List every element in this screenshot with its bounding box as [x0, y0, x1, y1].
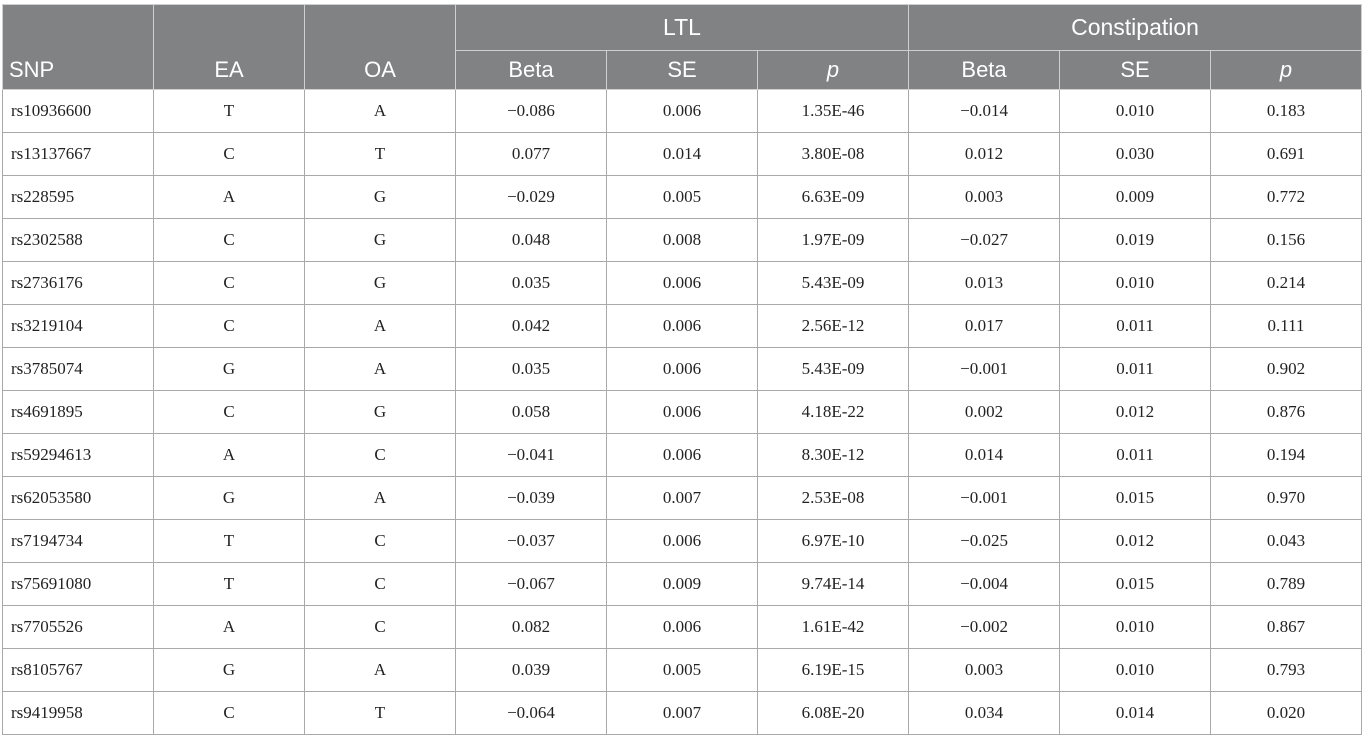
- constipation-beta-cell: −0.001: [909, 477, 1060, 520]
- oa-cell: G: [305, 391, 456, 434]
- constipation-beta-cell: −0.025: [909, 520, 1060, 563]
- ltl-se-cell: 0.006: [607, 434, 758, 477]
- column-header-snp: SNP: [3, 5, 154, 90]
- constipation-se-cell: 0.010: [1060, 262, 1211, 305]
- snp-cell: rs13137667: [3, 133, 154, 176]
- table-row: [3, 477, 1362, 520]
- ltl-beta-cell: −0.064: [456, 692, 607, 735]
- table-row: [3, 434, 1362, 477]
- table-row: [3, 133, 1362, 176]
- column-header-ltl-se: SE: [607, 51, 758, 90]
- snp-cell: rs8105767: [3, 649, 154, 692]
- column-header-oa: OA: [305, 5, 456, 90]
- constipation-p-cell: 0.789: [1211, 563, 1362, 606]
- ea-cell: G: [154, 348, 305, 391]
- oa-cell: C: [305, 563, 456, 606]
- ltl-p-cell: 5.43E-09: [758, 348, 909, 391]
- oa-cell: A: [305, 305, 456, 348]
- ea-cell: C: [154, 133, 305, 176]
- oa-cell: T: [305, 692, 456, 735]
- ltl-p-cell: 3.80E-08: [758, 133, 909, 176]
- ltl-beta-cell: −0.029: [456, 176, 607, 219]
- constipation-beta-cell: 0.002: [909, 391, 1060, 434]
- table-row: [3, 90, 1362, 133]
- constipation-se-cell: 0.012: [1060, 391, 1211, 434]
- constipation-p-cell: 0.043: [1211, 520, 1362, 563]
- oa-cell: G: [305, 219, 456, 262]
- constipation-p-cell: 0.194: [1211, 434, 1362, 477]
- constipation-p-cell: 0.902: [1211, 348, 1362, 391]
- oa-cell: A: [305, 477, 456, 520]
- ltl-p-cell: 9.74E-14: [758, 563, 909, 606]
- constipation-se-cell: 0.011: [1060, 348, 1211, 391]
- ea-cell: C: [154, 305, 305, 348]
- ltl-se-cell: 0.006: [607, 305, 758, 348]
- constipation-beta-cell: 0.003: [909, 176, 1060, 219]
- constipation-se-cell: 0.010: [1060, 90, 1211, 133]
- ltl-se-cell: 0.007: [607, 477, 758, 520]
- ea-cell: T: [154, 563, 305, 606]
- ltl-se-cell: 0.009: [607, 563, 758, 606]
- constipation-se-cell: 0.015: [1060, 477, 1211, 520]
- ea-cell: T: [154, 520, 305, 563]
- ltl-se-cell: 0.006: [607, 348, 758, 391]
- ltl-se-cell: 0.007: [607, 692, 758, 735]
- ltl-p-cell: 6.63E-09: [758, 176, 909, 219]
- snp-cell: rs3219104: [3, 305, 154, 348]
- constipation-se-cell: 0.011: [1060, 305, 1211, 348]
- oa-cell: A: [305, 649, 456, 692]
- snp-cell: rs59294613: [3, 434, 154, 477]
- table-row: [3, 520, 1362, 563]
- ea-cell: C: [154, 262, 305, 305]
- ltl-beta-cell: 0.082: [456, 606, 607, 649]
- snp-cell: rs9419958: [3, 692, 154, 735]
- table-row: [3, 348, 1362, 391]
- table-row: [3, 649, 1362, 692]
- ltl-p-cell: 1.97E-09: [758, 219, 909, 262]
- header-row-groups: [3, 5, 1362, 51]
- ltl-beta-cell: −0.041: [456, 434, 607, 477]
- snp-cell: rs75691080: [3, 563, 154, 606]
- ea-cell: G: [154, 649, 305, 692]
- ltl-p-cell: 2.56E-12: [758, 305, 909, 348]
- constipation-p-cell: 0.793: [1211, 649, 1362, 692]
- snp-cell: rs7194734: [3, 520, 154, 563]
- ltl-p-cell: 6.08E-20: [758, 692, 909, 735]
- snp-cell: rs7705526: [3, 606, 154, 649]
- ltl-se-cell: 0.006: [607, 520, 758, 563]
- snp-cell: rs4691895: [3, 391, 154, 434]
- ltl-se-cell: 0.006: [607, 606, 758, 649]
- constipation-p-cell: 0.214: [1211, 262, 1362, 305]
- table-row: [3, 692, 1362, 735]
- constipation-se-cell: 0.012: [1060, 520, 1211, 563]
- oa-cell: G: [305, 176, 456, 219]
- constipation-beta-cell: 0.013: [909, 262, 1060, 305]
- constipation-p-cell: 0.876: [1211, 391, 1362, 434]
- table-row: [3, 606, 1362, 649]
- constipation-beta-cell: 0.012: [909, 133, 1060, 176]
- ltl-p-cell: 6.19E-15: [758, 649, 909, 692]
- ea-cell: A: [154, 606, 305, 649]
- ea-cell: G: [154, 477, 305, 520]
- ltl-p-cell: 5.43E-09: [758, 262, 909, 305]
- ltl-se-cell: 0.008: [607, 219, 758, 262]
- ltl-beta-cell: 0.058: [456, 391, 607, 434]
- results-table-container: [2, 4, 1362, 735]
- ltl-se-cell: 0.006: [607, 90, 758, 133]
- table-row: [3, 176, 1362, 219]
- snp-cell: rs3785074: [3, 348, 154, 391]
- table-row: [3, 262, 1362, 305]
- constipation-p-cell: 0.183: [1211, 90, 1362, 133]
- ea-cell: A: [154, 434, 305, 477]
- ltl-se-cell: 0.006: [607, 262, 758, 305]
- constipation-beta-cell: 0.017: [909, 305, 1060, 348]
- ltl-se-cell: 0.005: [607, 649, 758, 692]
- table-row: [3, 563, 1362, 606]
- table-row: [3, 219, 1362, 262]
- snp-cell: rs2736176: [3, 262, 154, 305]
- oa-cell: C: [305, 606, 456, 649]
- ltl-beta-cell: 0.048: [456, 219, 607, 262]
- snp-cell: rs62053580: [3, 477, 154, 520]
- table-row: [3, 391, 1362, 434]
- oa-cell: T: [305, 133, 456, 176]
- constipation-p-cell: 0.691: [1211, 133, 1362, 176]
- group-header-constipation: Constipation: [909, 5, 1362, 51]
- ea-cell: C: [154, 391, 305, 434]
- table-body: [3, 90, 1362, 735]
- constipation-se-cell: 0.015: [1060, 563, 1211, 606]
- constipation-beta-cell: −0.014: [909, 90, 1060, 133]
- constipation-beta-cell: 0.003: [909, 649, 1060, 692]
- snp-cell: rs2302588: [3, 219, 154, 262]
- ltl-beta-cell: 0.042: [456, 305, 607, 348]
- constipation-se-cell: 0.011: [1060, 434, 1211, 477]
- oa-cell: A: [305, 90, 456, 133]
- oa-cell: A: [305, 348, 456, 391]
- snp-cell: rs10936600: [3, 90, 154, 133]
- constipation-beta-cell: −0.001: [909, 348, 1060, 391]
- constipation-beta-cell: −0.027: [909, 219, 1060, 262]
- column-header-constipation-se: SE: [1060, 51, 1211, 90]
- column-header-ltl-beta: Beta: [456, 51, 607, 90]
- ltl-beta-cell: −0.086: [456, 90, 607, 133]
- snp-cell: rs228595: [3, 176, 154, 219]
- ea-cell: T: [154, 90, 305, 133]
- constipation-p-cell: 0.867: [1211, 606, 1362, 649]
- ltl-p-cell: 1.35E-46: [758, 90, 909, 133]
- constipation-se-cell: 0.014: [1060, 692, 1211, 735]
- constipation-se-cell: 0.019: [1060, 219, 1211, 262]
- ea-cell: C: [154, 219, 305, 262]
- ltl-p-cell: 4.18E-22: [758, 391, 909, 434]
- table-header: [3, 5, 1362, 90]
- column-header-constipation-p: p: [1211, 51, 1362, 90]
- constipation-p-cell: 0.111: [1211, 305, 1362, 348]
- constipation-beta-cell: −0.004: [909, 563, 1060, 606]
- snp-results-table: [2, 4, 1362, 735]
- constipation-p-cell: 0.970: [1211, 477, 1362, 520]
- constipation-se-cell: 0.010: [1060, 649, 1211, 692]
- ea-cell: A: [154, 176, 305, 219]
- oa-cell: C: [305, 520, 456, 563]
- ltl-p-cell: 8.30E-12: [758, 434, 909, 477]
- oa-cell: C: [305, 434, 456, 477]
- table-row: [3, 305, 1362, 348]
- ltl-beta-cell: 0.035: [456, 348, 607, 391]
- ltl-beta-cell: 0.077: [456, 133, 607, 176]
- ltl-se-cell: 0.005: [607, 176, 758, 219]
- ltl-se-cell: 0.014: [607, 133, 758, 176]
- constipation-p-cell: 0.020: [1211, 692, 1362, 735]
- ea-cell: C: [154, 692, 305, 735]
- ltl-p-cell: 1.61E-42: [758, 606, 909, 649]
- ltl-p-cell: 6.97E-10: [758, 520, 909, 563]
- ltl-se-cell: 0.006: [607, 391, 758, 434]
- ltl-p-cell: 2.53E-08: [758, 477, 909, 520]
- constipation-p-cell: 0.156: [1211, 219, 1362, 262]
- ltl-beta-cell: −0.039: [456, 477, 607, 520]
- ltl-beta-cell: −0.037: [456, 520, 607, 563]
- constipation-se-cell: 0.010: [1060, 606, 1211, 649]
- oa-cell: G: [305, 262, 456, 305]
- constipation-beta-cell: −0.002: [909, 606, 1060, 649]
- column-header-ltl-p: p: [758, 51, 909, 90]
- constipation-beta-cell: 0.034: [909, 692, 1060, 735]
- ltl-beta-cell: 0.035: [456, 262, 607, 305]
- column-header-constipation-beta: Beta: [909, 51, 1060, 90]
- group-header-ltl: LTL: [456, 5, 909, 51]
- ltl-beta-cell: 0.039: [456, 649, 607, 692]
- constipation-se-cell: 0.009: [1060, 176, 1211, 219]
- ltl-beta-cell: −0.067: [456, 563, 607, 606]
- constipation-p-cell: 0.772: [1211, 176, 1362, 219]
- constipation-se-cell: 0.030: [1060, 133, 1211, 176]
- constipation-beta-cell: 0.014: [909, 434, 1060, 477]
- column-header-ea: EA: [154, 5, 305, 90]
